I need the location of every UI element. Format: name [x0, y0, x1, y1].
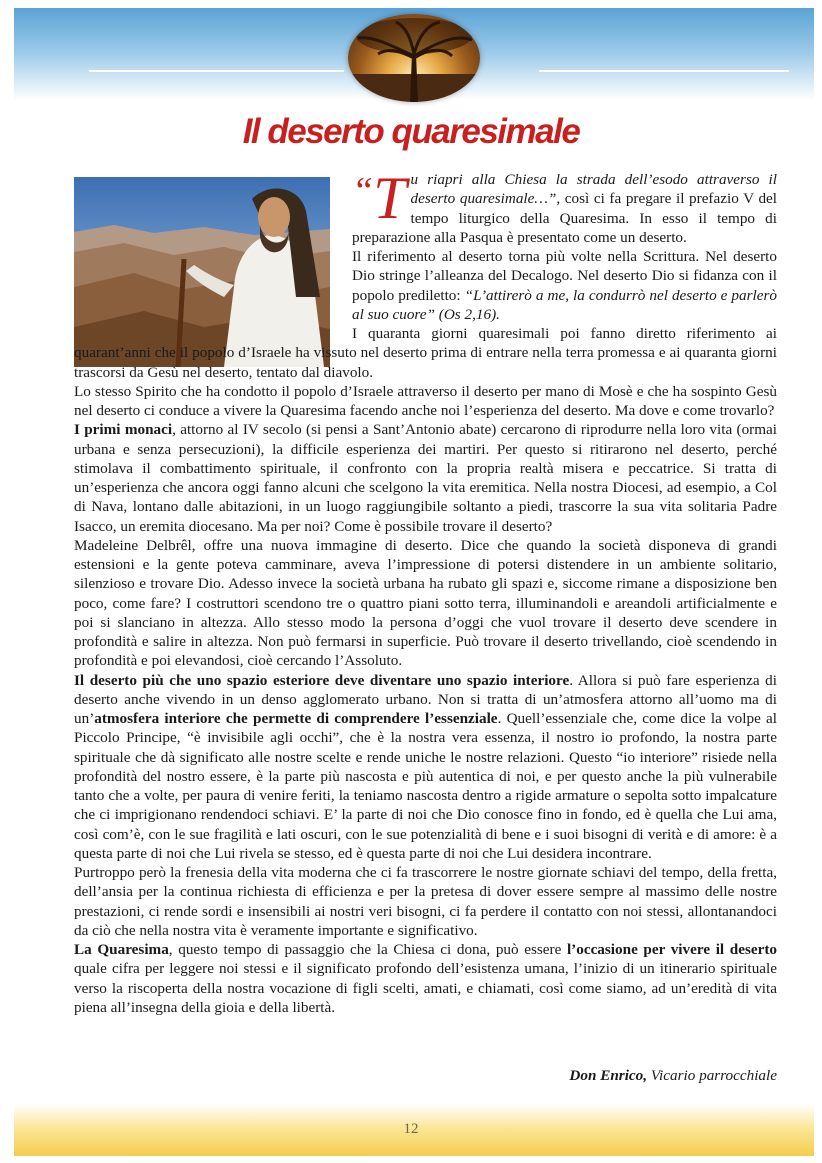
article-body	[74, 165, 778, 1017]
header-rule-left	[89, 70, 344, 72]
intro-text: , così ci fa pregare il prefazio V del tempo liturgico della Quaresima. In esso il tempo di preparazione alla Pasqua è presentato come un deserto.	[352, 190, 778, 246]
spirit-paragraph: Lo stesso Spirito che ha condotto il popolo d’Israele attraverso il deserto per mano di Mosè e che ha sospinto Gesù nel deserto ci conduce a vivere la Quaresima facendo anche noi l’esperienza del deserto. Ma dove e come trovarlo?	[74, 382, 777, 419]
delbrel-paragraph: Madeleine Delbrêl, offre una nuova immagine di deserto. Dice che quando la società disponeva di grandi estensioni e la gente poteva camminare, aveva l’impressione di potersi distendere in un ambiente solitario, silenzioso e trovare Dio. Adesso invece la società urbana ha rubato gli spazi e, siccome rimane a disposizione ben poco, come fare? I costruttori scendono tre o quattro piani sotto terra, illuminandoli e areandoli artificialmente e poi si slanciano in altezza. Allo stesso modo la persona d’oggi che vuol trovare il deserto deve scendere in profondità e salire in altezza. Non può fermarsi in superficie. Può trovare il deserto trivellando, cioè scendendo in profondità e poi elevandosi, cioè cercando l’Assoluto.	[74, 536, 777, 670]
drop-cap: T	[373, 165, 407, 231]
interior-bold-1: Il deserto più che uno spazio esteriore deve diventare uno spazio interiore	[74, 671, 570, 689]
drop-cap-wrap	[352, 165, 407, 231]
signature-role: Vicario parrocchiale	[647, 1067, 777, 1084]
scripture-quote: “L’attirerò a me, la condurrò nel deserto e parlerò al suo cuore” (Os 2,16).	[352, 286, 777, 323]
frenzy-paragraph: Purtroppo però la frenesia della vita moderna che ci fa trascorrere le nostre giornate schiavi del tempo, della fretta, dell’ansia per la continua richiesta di efficienza e per la pretesa di dover essere sempre al massimo delle nostre prestazioni, ci rende sordi e insensibili ai nostri veri bisogni, ci fa perdere il contatto con noi stessi, allontanandoci da ciò che nella nostra vita è veramente importante e significativo.	[74, 864, 777, 939]
article-title: Il deserto quaresimale	[242, 112, 580, 151]
scripture-paragraph	[74, 247, 777, 324]
monks-paragraph	[74, 420, 777, 536]
interior-text-2: . Quell’essenziale che, come dice la volpe al Piccolo Principe, “è invisibile agli occhi”, che è la nostra vera essenza, il nostro io profondo, la nostra parte spirituale che dà significato alle nostre scelte e rende uniche le nostre relazioni. Questo “io interiore” risiede nella profondità del nostro essere, è la parte più nascosta e più autentica di noi, e per questo anche la più vulnerabile tanto che a volte, per paura di venire feriti, la teniamo nascosta dentro a rigide armature o sepolta sotto impalcature che ci imprigionano rendendoci schiavi. E’ la parte di noi che Dio conosce fino in fondo, ed è quella che Lui ama, così com’è, con le sue fragilità e lati oscuri, con le sue potenzialità di bene e i suoi bisogni di verità e di amore: è a questa parte di noi che Lui rivela se stesso, ed è questa parte di noi che Lui desidera incontrare.	[74, 710, 778, 862]
lent-bold-1: La Quaresima	[74, 941, 169, 958]
lent-paragraph	[74, 940, 777, 1017]
interior-paragraph	[74, 671, 777, 864]
open-quote-mark: “	[352, 170, 374, 212]
signature-name: Don Enrico,	[569, 1067, 648, 1084]
header-rule-right	[539, 70, 789, 72]
monks-bold: I primi monaci	[74, 421, 173, 439]
page-number: 12	[403, 1121, 419, 1137]
forty-days-paragraph	[74, 324, 777, 382]
interior-bold-2: atmosfera interiore che permette di comprendere l’essenziale	[94, 710, 498, 727]
intro-quote: u riapri alla Chiesa la strada dell’esodo attraverso il deserto quaresimale…”	[410, 171, 777, 208]
lent-text-1: , questo tempo di passaggio che la Chiesa ci dona, può essere	[168, 941, 567, 958]
photo-spacer	[74, 324, 352, 325]
forty-days-text: I quaranta giorni quaresimali poi fanno diretto riferimento ai quarant’anni che il popolo d’Israele ha vissuto nel deserto prima di entrare nella terra promessa e ai quaranta giorni trascorsi da Gesù nel deserto, tentato dal diavolo.	[74, 325, 777, 381]
header-tree-image	[348, 14, 480, 102]
intro-paragraph	[74, 165, 778, 247]
signature	[569, 1067, 777, 1085]
monks-text: , attorno al IV secolo (si pensi a Sant’Antonio abate) cercarono di riprodurre nella loro vita (ormai urbana e senza persecuzioni), la difficile esperienza dei martiri. Per questo si ritirarono nel deserto, perché stimolava il combattimento spirituale, il confronto con la propria realtà misera e peccatrice. Si tratta di un’esperienza che ancora oggi fanno alcuni che scelgono la vita eremitica. Nella nostra Diocesi, ad esempio, a Col di Nava, lontano dalle abitazioni, in un luogo raggiungibile soltanto a piedi, trascorre la sua vita solitaria Padre Isacco, un eremita diocesano. Ma per noi? Come è possibile trovare il deserto?	[74, 421, 777, 535]
lent-bold-2: l’occasione per vivere il deserto	[566, 941, 777, 958]
scripture-text: Il riferimento al deserto torna più volte nella Scrittura. Nel deserto Dio stringe l’alleanza del Decalogo. Nel deserto Dio si fidanza con il popolo prediletto:	[352, 248, 777, 304]
lent-text-2: quale cifra per leggere noi stessi e il significato profondo dell’esistenza umana, l’inizio di un itinerario spirituale verso la riscoperta della nostra vocazione di figli scelti, amati, e chiamati, così come siamo, ad un’eredità di vita piena all’insegna della gioia e della libertà.	[74, 960, 777, 1016]
interior-text-1: . Allora si può fare esperienza di deserto anche vivendo in un denso agglomerato urbano. Non si tratta di un’atmosfera attorno all’uomo ma di un’	[74, 671, 777, 727]
